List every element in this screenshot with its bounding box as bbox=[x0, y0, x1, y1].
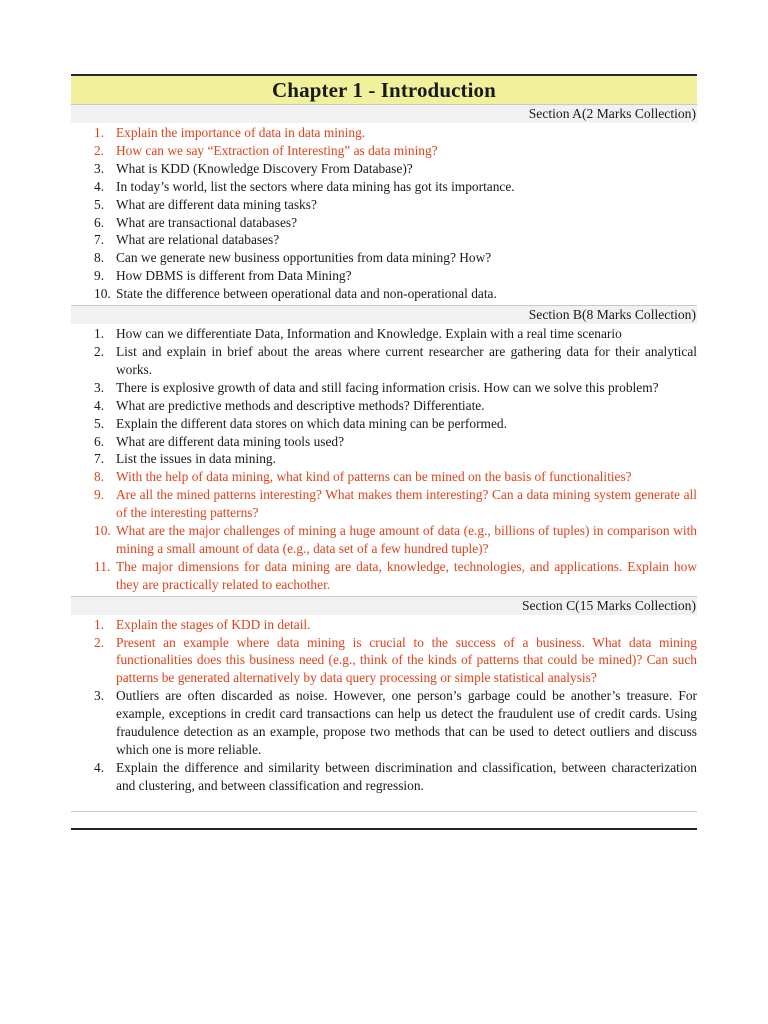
question-number: 6. bbox=[94, 214, 105, 230]
question-item bbox=[71, 450, 697, 468]
question-text: Are all the mined patterns interesting? What makes them interesting? Can a data mining system generate all of the interesting patterns? bbox=[116, 487, 697, 521]
question-number: 3. bbox=[94, 379, 105, 395]
section-heading: Section A(2 Marks Collection) bbox=[71, 104, 697, 123]
question-number: 9. bbox=[94, 268, 105, 284]
question-text: How DBMS is different from Data Mining? bbox=[116, 268, 352, 284]
question-text: There is explosive growth of data and still facing information crisis. How can we solve this problem? bbox=[116, 379, 659, 395]
question-number: 11. bbox=[94, 558, 111, 574]
question-item bbox=[71, 759, 697, 795]
question-text: Explain the stages of KDD in detail. bbox=[116, 616, 311, 632]
question-text: With the help of data mining, what kind of patterns can be mined on the basis of functionalities? bbox=[116, 469, 632, 485]
question-document bbox=[71, 74, 697, 830]
question-number: 9. bbox=[94, 487, 105, 503]
question-item bbox=[71, 616, 697, 634]
question-text: Explain the different data stores on which data mining can be performed. bbox=[116, 415, 507, 431]
question-number: 2. bbox=[94, 634, 105, 650]
question-item bbox=[71, 142, 697, 160]
question-item bbox=[71, 196, 697, 214]
section-heading: Section C(15 Marks Collection) bbox=[71, 596, 697, 615]
question-text: What are different data mining tools used? bbox=[116, 433, 345, 449]
question-item bbox=[71, 231, 697, 249]
question-item bbox=[71, 249, 697, 267]
question-number: 10. bbox=[94, 286, 111, 302]
question-text: What are predictive methods and descriptive methods? Differentiate. bbox=[116, 397, 485, 413]
question-item bbox=[71, 379, 697, 397]
question-number: 3. bbox=[94, 688, 105, 704]
section-heading: Section B(8 Marks Collection) bbox=[71, 305, 697, 324]
question-item bbox=[71, 343, 697, 379]
chapter-title-bar bbox=[71, 74, 697, 104]
question-number: 5. bbox=[94, 415, 105, 431]
question-item bbox=[71, 522, 697, 558]
question-item bbox=[71, 267, 697, 285]
question-item bbox=[71, 415, 697, 433]
question-number: 4. bbox=[94, 759, 105, 775]
question-list bbox=[71, 123, 697, 305]
question-number: 10. bbox=[94, 523, 111, 539]
question-number: 8. bbox=[94, 250, 105, 266]
question-item bbox=[71, 558, 697, 594]
tail-spacer bbox=[71, 797, 697, 812]
end-rule-divider bbox=[71, 828, 697, 830]
question-item bbox=[71, 397, 697, 415]
question-text: How can we differentiate Data, Information and Knowledge. Explain with a real time scenario bbox=[116, 326, 622, 342]
question-number: 1. bbox=[94, 616, 105, 632]
question-text: What are the major challenges of mining a huge amount of data (e.g., billions of tuples) in comparison with mining a small amount of data (e.g., data set of a few hundred tuple)? bbox=[116, 523, 697, 556]
question-text: How can we say “Extraction of Interesting” as data mining? bbox=[116, 142, 438, 158]
question-text: What are transactional databases? bbox=[116, 214, 298, 230]
question-number: 8. bbox=[94, 469, 105, 485]
question-list bbox=[71, 324, 697, 596]
question-text: The major dimensions for data mining are data, knowledge, technologies, and applications. Explain how they are practically related to eachother. bbox=[116, 558, 697, 592]
question-item bbox=[71, 285, 697, 303]
question-text: What is KDD (Knowledge Discovery From Database)? bbox=[116, 160, 413, 176]
question-number: 7. bbox=[94, 232, 105, 248]
question-item bbox=[71, 214, 697, 232]
question-text: List the issues in data mining. bbox=[116, 451, 276, 467]
question-number: 2. bbox=[94, 343, 105, 359]
question-number: 1. bbox=[94, 326, 105, 342]
question-text: Explain the importance of data in data mining. bbox=[116, 125, 366, 140]
question-number: 7. bbox=[94, 451, 105, 467]
question-number: 2. bbox=[94, 142, 105, 158]
question-item bbox=[71, 124, 697, 142]
question-text: Outliers are often discarded as noise. However, one person’s garbage could be another’s treasure. For example, exceptions in credit card transactions can help us detect the fraudulent use of credit cards. Using fraudulence detection as an example, propose two methods that can be used to detect outliers and discuss which one is more reliable. bbox=[116, 688, 697, 757]
question-list bbox=[71, 615, 697, 797]
question-number: 4. bbox=[94, 397, 105, 413]
question-text: State the difference between operational data and non-operational data. bbox=[116, 286, 497, 302]
chapter-title: Chapter 1 - Introduction bbox=[272, 77, 496, 102]
question-number: 5. bbox=[94, 196, 105, 212]
question-item bbox=[71, 178, 697, 196]
question-text: Can we generate new business opportunities from data mining? How? bbox=[116, 250, 492, 266]
question-item bbox=[71, 486, 697, 522]
question-number: 4. bbox=[94, 178, 105, 194]
question-text: What are different data mining tasks? bbox=[116, 196, 317, 212]
question-item bbox=[71, 468, 697, 486]
question-number: 1. bbox=[94, 125, 105, 140]
question-text: Explain the difference and similarity between discrimination and classification, between characterization and clustering, and between classification and regression. bbox=[116, 759, 697, 793]
question-text: In today’s world, list the sectors where data mining has got its importance. bbox=[116, 178, 515, 194]
question-item bbox=[71, 325, 697, 343]
question-number: 6. bbox=[94, 433, 105, 449]
question-number: 3. bbox=[94, 160, 105, 176]
sections-container bbox=[71, 104, 697, 797]
question-item bbox=[71, 160, 697, 178]
question-text: List and explain in brief about the areas where current researcher are gathering data for their analytical works. bbox=[116, 343, 697, 377]
question-item bbox=[71, 634, 697, 688]
question-item bbox=[71, 433, 697, 451]
question-item bbox=[71, 687, 697, 759]
question-text: Present an example where data mining is crucial to the success of a business. What data mining functionalities does this business need (e.g., think of the kinds of patterns that could be mined)? Can such patterns be generated alternatively by data query processing or simple statistical analysis? bbox=[116, 634, 697, 686]
question-text: What are relational databases? bbox=[116, 232, 280, 248]
